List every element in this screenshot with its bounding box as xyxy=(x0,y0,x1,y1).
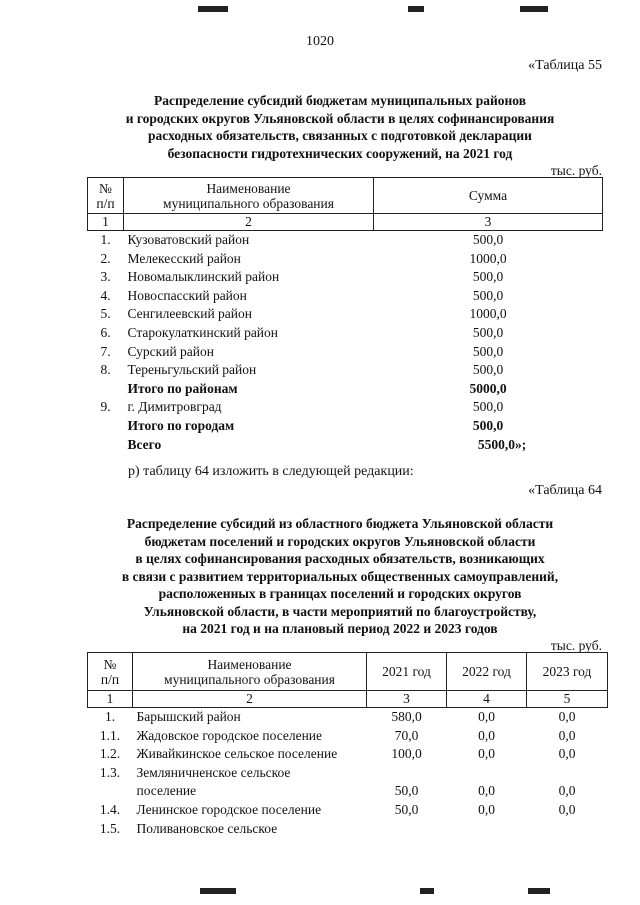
table-55-title xyxy=(80,92,600,162)
header-2022: 2022 год xyxy=(447,653,527,691)
row-value: 500,0 xyxy=(472,269,504,285)
title-line: в целях софинансирования расходных обязательств, возникающих xyxy=(135,551,545,566)
row-2023 xyxy=(527,820,608,839)
header-name-line1: Наименование xyxy=(206,180,291,196)
index-cell: 5 xyxy=(527,691,608,708)
row-num xyxy=(88,417,124,436)
table-row xyxy=(88,820,608,839)
scan-mark-bottom-3 xyxy=(528,888,550,894)
table-row xyxy=(88,782,608,801)
row-2021: 50,0 xyxy=(394,783,419,799)
header-num-line2: п/п xyxy=(100,671,120,687)
row-value: 500,0 xyxy=(472,324,504,340)
title-line: расположенных в границах поселений и городских округов xyxy=(158,586,522,601)
row-num: 1. xyxy=(104,709,116,724)
row-num xyxy=(88,436,124,455)
table-row xyxy=(88,305,603,324)
row-value: 500,0 xyxy=(472,399,504,415)
header-num-line2: п/п xyxy=(96,195,115,211)
scan-mark-top-2 xyxy=(408,6,424,12)
title-line: в связи с развитием территориальных общественных самоуправлений, xyxy=(121,568,559,584)
header-2023: 2023 год xyxy=(527,653,608,691)
table-64-title xyxy=(70,515,610,638)
row-2021 xyxy=(367,764,447,783)
row-name: Ленинское городское поселение xyxy=(136,801,322,817)
title-line: безопасности гидротехнических сооружений, на 2021 год xyxy=(167,145,513,161)
row-value: 500,0 xyxy=(472,417,504,433)
row-2022 xyxy=(447,764,527,783)
row-num xyxy=(88,380,124,399)
table-row xyxy=(88,708,608,727)
table-row xyxy=(88,801,608,820)
row-2021: 580,0 xyxy=(391,709,422,724)
row-name: Сенгилеевский район xyxy=(127,306,252,322)
row-2022 xyxy=(447,820,527,839)
table-row xyxy=(88,231,603,250)
row-num: 9. xyxy=(100,399,111,415)
title-line: Распределение субсидий бюджетам муниципальных районов xyxy=(153,93,527,108)
table-row xyxy=(88,250,603,269)
total-row xyxy=(88,436,603,455)
table-row xyxy=(88,745,608,764)
header-2021: 2021 год xyxy=(367,653,447,691)
table-55 xyxy=(87,177,603,454)
table-row xyxy=(88,361,603,380)
index-cell: 1 xyxy=(88,214,124,231)
row-2022: 0,0 xyxy=(478,783,495,799)
index-cell: 2 xyxy=(124,214,374,231)
table-row xyxy=(88,343,603,362)
header-name xyxy=(124,178,374,214)
index-cell: 3 xyxy=(367,691,447,708)
title-line: Распределение субсидий из областного бюджета Ульяновской области xyxy=(126,516,554,531)
row-2022: 0,0 xyxy=(478,709,495,724)
instruction-text: р) таблицу 64 изложить в следующей редакции: xyxy=(128,464,414,479)
row-name: г. Димитровград xyxy=(127,399,222,415)
row-value: 500,0 xyxy=(472,232,504,247)
table-row xyxy=(88,764,608,783)
row-num: 1.2. xyxy=(99,746,121,762)
row-2021: 100,0 xyxy=(391,746,422,762)
row-num: 1.4. xyxy=(99,801,121,817)
scan-mark-bottom-1 xyxy=(200,888,236,894)
row-name: Кузоватовский район xyxy=(127,232,250,247)
row-name: Земляничненское сельское xyxy=(136,764,291,780)
header-num xyxy=(88,653,133,691)
row-num: 4. xyxy=(100,287,111,303)
page-number: 1020 xyxy=(306,34,334,49)
row-num: 8. xyxy=(100,362,111,378)
row-value: 5000,0 xyxy=(469,380,507,396)
header-num-line1: № xyxy=(103,656,117,672)
title-line: расходных обязательств, связанных с подготовкой декларации xyxy=(148,128,532,143)
table-64-units: тыс. руб. xyxy=(550,638,602,653)
row-value: 1000,0 xyxy=(469,250,507,266)
row-2023: 0,0 xyxy=(558,783,576,799)
row-2023: 0,0 xyxy=(558,727,576,743)
scan-mark-top-1 xyxy=(198,6,228,12)
row-num: 1.1. xyxy=(99,727,121,743)
row-2022: 0,0 xyxy=(478,746,495,762)
row-name: Старокулаткинский район xyxy=(127,324,279,340)
table-row xyxy=(88,727,608,746)
row-value: 5500,0»; xyxy=(477,436,527,452)
title-line: на 2021 год и на плановый период 2022 и 2023 годов xyxy=(182,621,498,636)
index-cell: 1 xyxy=(88,691,133,708)
title-line: и городских округов Ульяновской области в целях софинансирования xyxy=(125,110,555,126)
subtotal-row xyxy=(88,417,603,436)
row-num: 6. xyxy=(100,324,111,340)
row-num: 7. xyxy=(100,343,111,359)
table-row xyxy=(88,268,603,287)
row-2023: 0,0 xyxy=(558,709,576,724)
table-row xyxy=(88,324,603,343)
row-2021: 50,0 xyxy=(394,801,419,817)
row-name: Новомалыклинский район xyxy=(127,269,280,285)
row-num: 1.5. xyxy=(99,820,121,836)
index-cell: 2 xyxy=(133,691,367,708)
row-name: Живайкинское сельское поселение xyxy=(136,746,338,762)
row-2022: 0,0 xyxy=(478,727,495,743)
header-num-line1: № xyxy=(99,180,112,196)
row-name: Всего xyxy=(127,436,162,452)
header-name-line2: муниципального образования xyxy=(163,195,334,211)
table-55-units: тыс. руб. xyxy=(550,163,602,178)
title-line: бюджетам поселений и городских округов Ульяновской области xyxy=(144,533,536,549)
header-sum: Сумма xyxy=(374,178,603,214)
row-num xyxy=(88,782,133,801)
index-cell: 4 xyxy=(447,691,527,708)
table-row xyxy=(88,398,603,417)
row-name: Поливановское сельское xyxy=(136,820,278,836)
header-num xyxy=(88,178,124,214)
row-2023 xyxy=(527,764,608,783)
row-name: Итого по районам xyxy=(127,380,238,396)
row-value: 500,0 xyxy=(472,343,504,359)
header-name-line1: Наименование xyxy=(207,656,292,672)
row-name: Сурский район xyxy=(127,343,214,359)
scan-mark-bottom-2 xyxy=(420,888,434,894)
row-name: Жадовское городское поселение xyxy=(136,727,323,743)
row-name: Тереньгульский район xyxy=(127,362,257,378)
row-num: 5. xyxy=(100,306,111,322)
header-name-line2: муниципального образования xyxy=(164,671,335,687)
row-2023: 0,0 xyxy=(558,746,576,762)
row-value: 500,0 xyxy=(472,287,504,303)
row-2021 xyxy=(367,820,447,839)
subtotal-row xyxy=(88,380,603,399)
row-num: 1.3. xyxy=(99,764,121,780)
row-2022: 0,0 xyxy=(478,801,495,817)
table-row xyxy=(88,287,603,306)
title-line: Ульяновской области, в части мероприятий по благоустройству, xyxy=(143,603,537,619)
header-name xyxy=(133,653,367,691)
row-name: Мелекесский район xyxy=(127,250,241,266)
row-num: 2. xyxy=(100,250,111,266)
row-name: поселение xyxy=(136,783,197,799)
table-64-label: «Таблица 64 xyxy=(528,483,602,498)
scan-mark-top-3 xyxy=(520,6,548,12)
row-2021: 70,0 xyxy=(394,727,419,743)
row-num: 3. xyxy=(100,269,111,285)
table-55-label: «Таблица 55 xyxy=(528,58,602,73)
row-2023: 0,0 xyxy=(558,801,576,817)
row-name: Итого по городам xyxy=(127,417,235,433)
row-name: Новоспасский район xyxy=(127,287,247,303)
table-64 xyxy=(87,652,608,838)
row-name: Барышский район xyxy=(136,709,241,724)
index-cell: 3 xyxy=(374,214,603,231)
row-value: 1000,0 xyxy=(469,306,507,322)
row-value: 500,0 xyxy=(472,362,504,378)
row-num: 1. xyxy=(100,232,111,247)
